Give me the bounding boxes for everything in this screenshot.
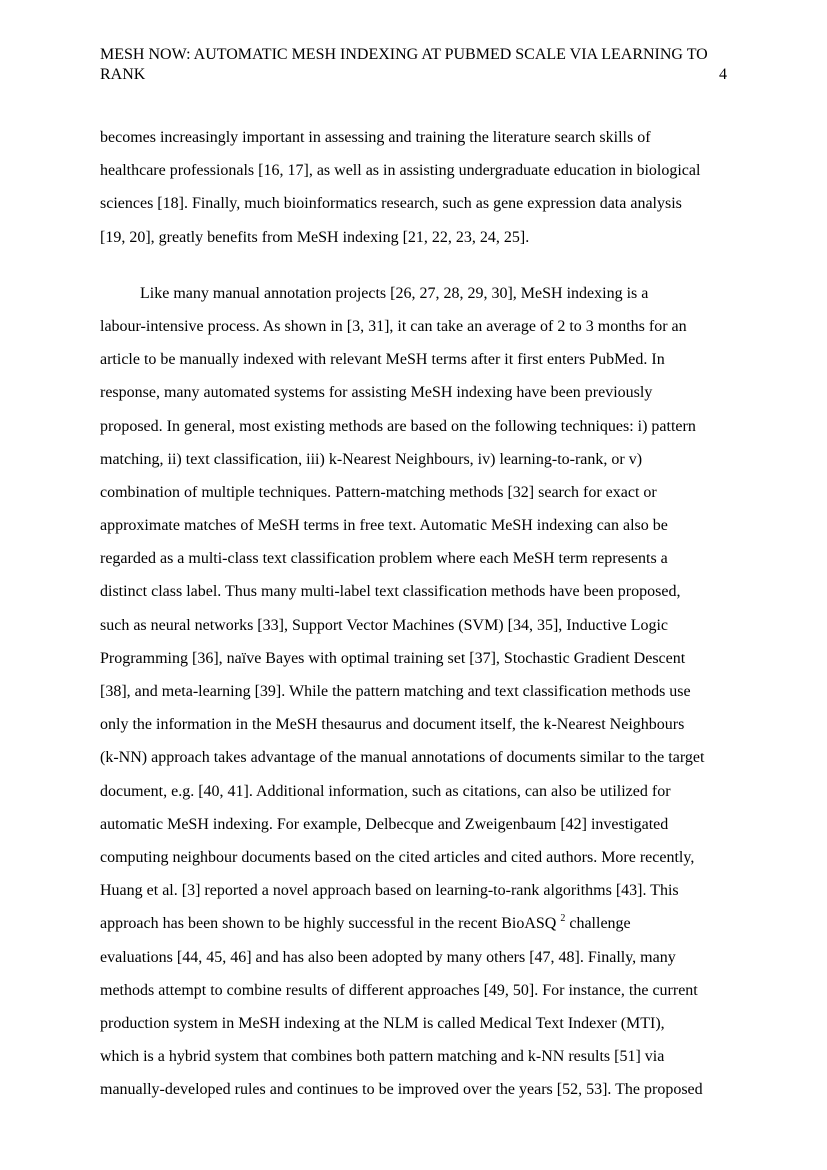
- text-line: automatic MeSH indexing. For example, Delbecque and Zweigenbaum [42] investigated: [100, 815, 669, 833]
- text-segment: approach has been shown to be highly successful in the recent BioASQ: [100, 915, 561, 933]
- text-line: [19, 20], greatly benefits from MeSH indexing [21, 22, 23, 24, 25].: [100, 228, 530, 246]
- text-line: distinct class label. Thus many multi-label text classification methods have been proposed,: [100, 583, 681, 601]
- page-number: 4: [719, 66, 727, 83]
- text-line: article to be manually indexed with relevant MeSH terms after it first enters PubMed. In: [100, 351, 665, 369]
- text-line: methods attempt to combine results of different approaches [49, 50]. For instance, the current: [100, 981, 698, 999]
- text-line: Like many manual annotation projects [26, 27, 28, 29, 30], MeSH indexing is a: [140, 284, 649, 302]
- text-line: proposed. In general, most existing methods are based on the following techniques: i) pattern: [100, 417, 696, 435]
- text-line: which is a hybrid system that combines both pattern matching and k-NN results [51] via: [100, 1048, 665, 1066]
- paragraph-2: [100, 277, 727, 1107]
- text-line-with-footnote: [100, 907, 727, 940]
- text-line: only the information in the MeSH thesaurus and document itself, the k-Nearest Neighbours: [100, 716, 685, 734]
- running-header: [100, 45, 727, 85]
- text-line: response, many automated systems for assisting MeSH indexing have been previously: [100, 384, 653, 402]
- text-line: production system in MeSH indexing at the NLM is called Medical Text Indexer (MTI),: [100, 1014, 665, 1032]
- text-segment: challenge: [565, 915, 631, 933]
- text-line: approximate matches of MeSH terms in free text. Automatic MeSH indexing can also be: [100, 517, 668, 535]
- footnote-marker: 2: [560, 913, 566, 925]
- paragraph-gap: [100, 254, 727, 277]
- text-line: manually-developed rules and continues to be improved over the years [52, 53]. The proposed: [100, 1081, 703, 1099]
- running-title: MESH NOW: AUTOMATIC MESH INDEXING AT PUBMED SCALE VIA LEARNING TO RANK: [100, 46, 708, 83]
- text-line: Programming [36], naïve Bayes with optimal training set [37], Stochastic Gradient Descent: [100, 649, 686, 667]
- body-text: [100, 121, 727, 1106]
- text-line: Huang et al. [3] reported a novel approach based on learning-to-rank algorithms [43]. This: [100, 882, 679, 900]
- text-line: (k-NN) approach takes advantage of the manual annotations of documents similar to the target: [100, 749, 705, 767]
- text-line: combination of multiple techniques. Pattern-matching methods [32] search for exact or: [100, 483, 657, 501]
- text-line: such as neural networks [33], Support Vector Machines (SVM) [34, 35], Inductive Logic: [100, 616, 669, 634]
- text-line: matching, ii) text classification, iii) k-Nearest Neighbours, iv) learning-to-rank, or v): [100, 450, 643, 468]
- text-line: computing neighbour documents based on the cited articles and cited authors. More recently,: [100, 848, 695, 866]
- paragraph-1: [100, 121, 727, 254]
- text-line: document, e.g. [40, 41]. Additional information, such as citations, can also be utilized for: [100, 782, 671, 800]
- text-line: sciences [18]. Finally, much bioinformatics research, such as gene expression data analysis: [100, 195, 682, 213]
- text-line: healthcare professionals [16, 17], as well as in assisting undergraduate education in biological: [100, 162, 701, 180]
- text-line: labour-intensive process. As shown in [3, 31], it can take an average of 2 to 3 months for an: [100, 317, 687, 335]
- text-line: regarded as a multi-class text classification problem where each MeSH term represents a: [100, 550, 668, 568]
- text-line: becomes increasingly important in assessing and training the literature search skills of: [100, 129, 651, 146]
- text-line: [38], and meta-learning [39]. While the pattern matching and text classification methods use: [100, 683, 691, 700]
- text-line: evaluations [44, 45, 46] and has also been adopted by many others [47, 48]. Finally, many: [100, 948, 676, 966]
